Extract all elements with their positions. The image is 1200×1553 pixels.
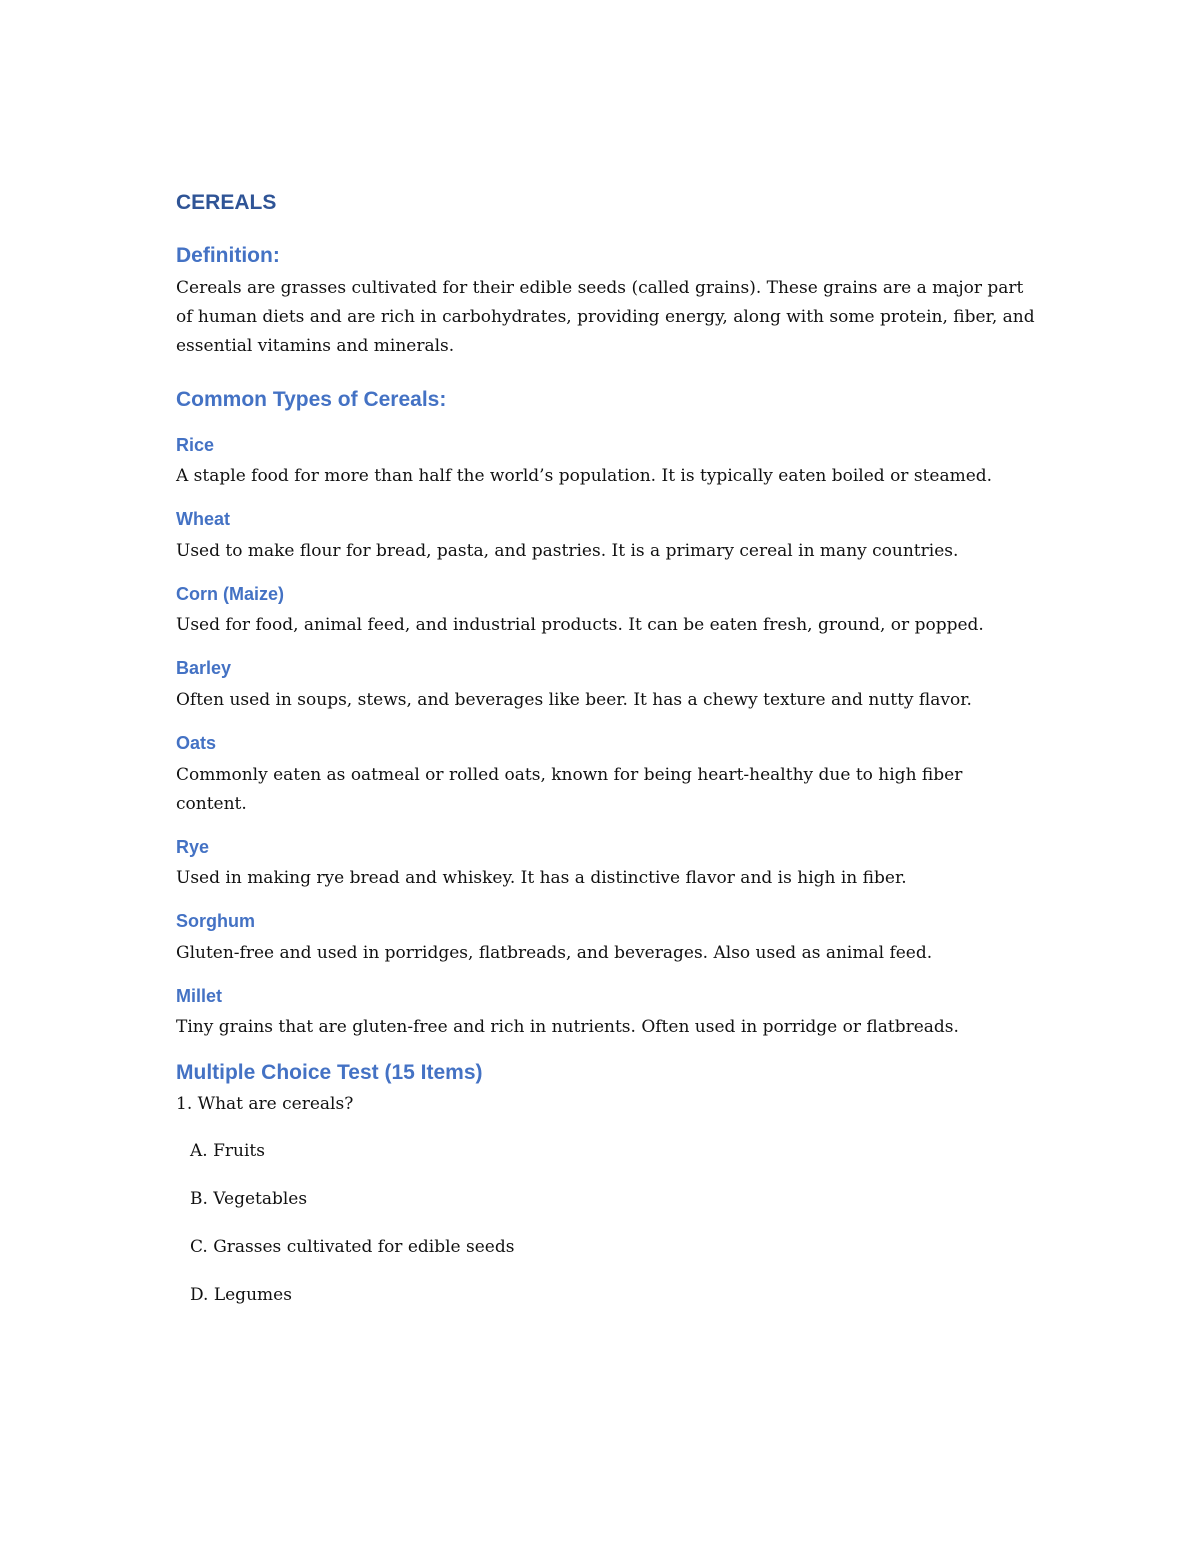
cereal-name: Barley — [176, 658, 232, 679]
answer-option-d: D. Legumes — [190, 1284, 292, 1305]
cereal-description: Often used in soups, stews, and beverages like beer. It has a chewy texture and nutty flavor. — [176, 689, 972, 710]
cereal-name: Sorghum — [176, 911, 255, 932]
cereal-description: Used for food, animal feed, and industrial products. It can be eaten fresh, ground, or popped. — [176, 615, 984, 636]
question-text: 1. What are cereals? — [176, 1093, 354, 1114]
test-heading: Multiple Choice Test (15 Items) — [176, 1061, 483, 1085]
cereal-item-oats — [176, 733, 1036, 819]
cereal-item-wheat — [176, 509, 1036, 566]
cereal-item-rye — [176, 837, 1036, 894]
cereal-name: Rice — [176, 434, 215, 455]
cereal-name: Millet — [176, 985, 223, 1006]
definition-section — [176, 243, 1036, 361]
cereal-name: Oats — [176, 732, 217, 753]
cereal-description: Tiny grains that are gluten-free and rich in nutrients. Often used in porridge or flatbreads. — [176, 1017, 959, 1038]
document-content — [176, 190, 1036, 1329]
answer-option-a: A. Fruits — [190, 1140, 265, 1161]
cereal-item-sorghum — [176, 911, 1036, 968]
definition-text: Cereals are grasses cultivated for their edible seeds (called grains). These grains are a major part of human diets and are rich in carbohydrates, providing energy, along with some protein, fiber, and essential vitamins and minerals. — [176, 278, 1035, 357]
cereal-item-corn — [176, 584, 1036, 641]
cereal-description: Used to make flour for bread, pasta, and pastries. It is a primary cereal in many countries. — [176, 540, 959, 561]
definition-heading: Definition: — [176, 244, 280, 268]
cereal-item-millet — [176, 986, 1036, 1043]
cereal-item-barley — [176, 658, 1036, 715]
cereal-name: Corn (Maize) — [176, 583, 284, 604]
answer-option-b: B. Vegetables — [190, 1188, 308, 1209]
cereal-description: A staple food for more than half the world’s population. It is typically eaten boiled or steamed. — [176, 466, 993, 487]
types-heading: Common Types of Cereals: — [176, 388, 447, 412]
cereal-name: Rye — [176, 836, 210, 857]
cereal-description: Commonly eaten as oatmeal or rolled oats, known for being heart-healthy due to high fiber content. — [176, 764, 963, 814]
cereal-description: Gluten-free and used in porridges, flatbreads, and beverages. Also used as animal feed. — [176, 942, 933, 963]
cereal-description: Used in making rye bread and whiskey. It has a distinctive flavor and is high in fiber. — [176, 868, 907, 889]
cereal-item-rice — [176, 435, 1036, 492]
document-title: CEREALS — [176, 191, 277, 214]
answer-option-c: C. Grasses cultivated for edible seeds — [190, 1236, 515, 1257]
cereal-name: Wheat — [176, 509, 230, 530]
